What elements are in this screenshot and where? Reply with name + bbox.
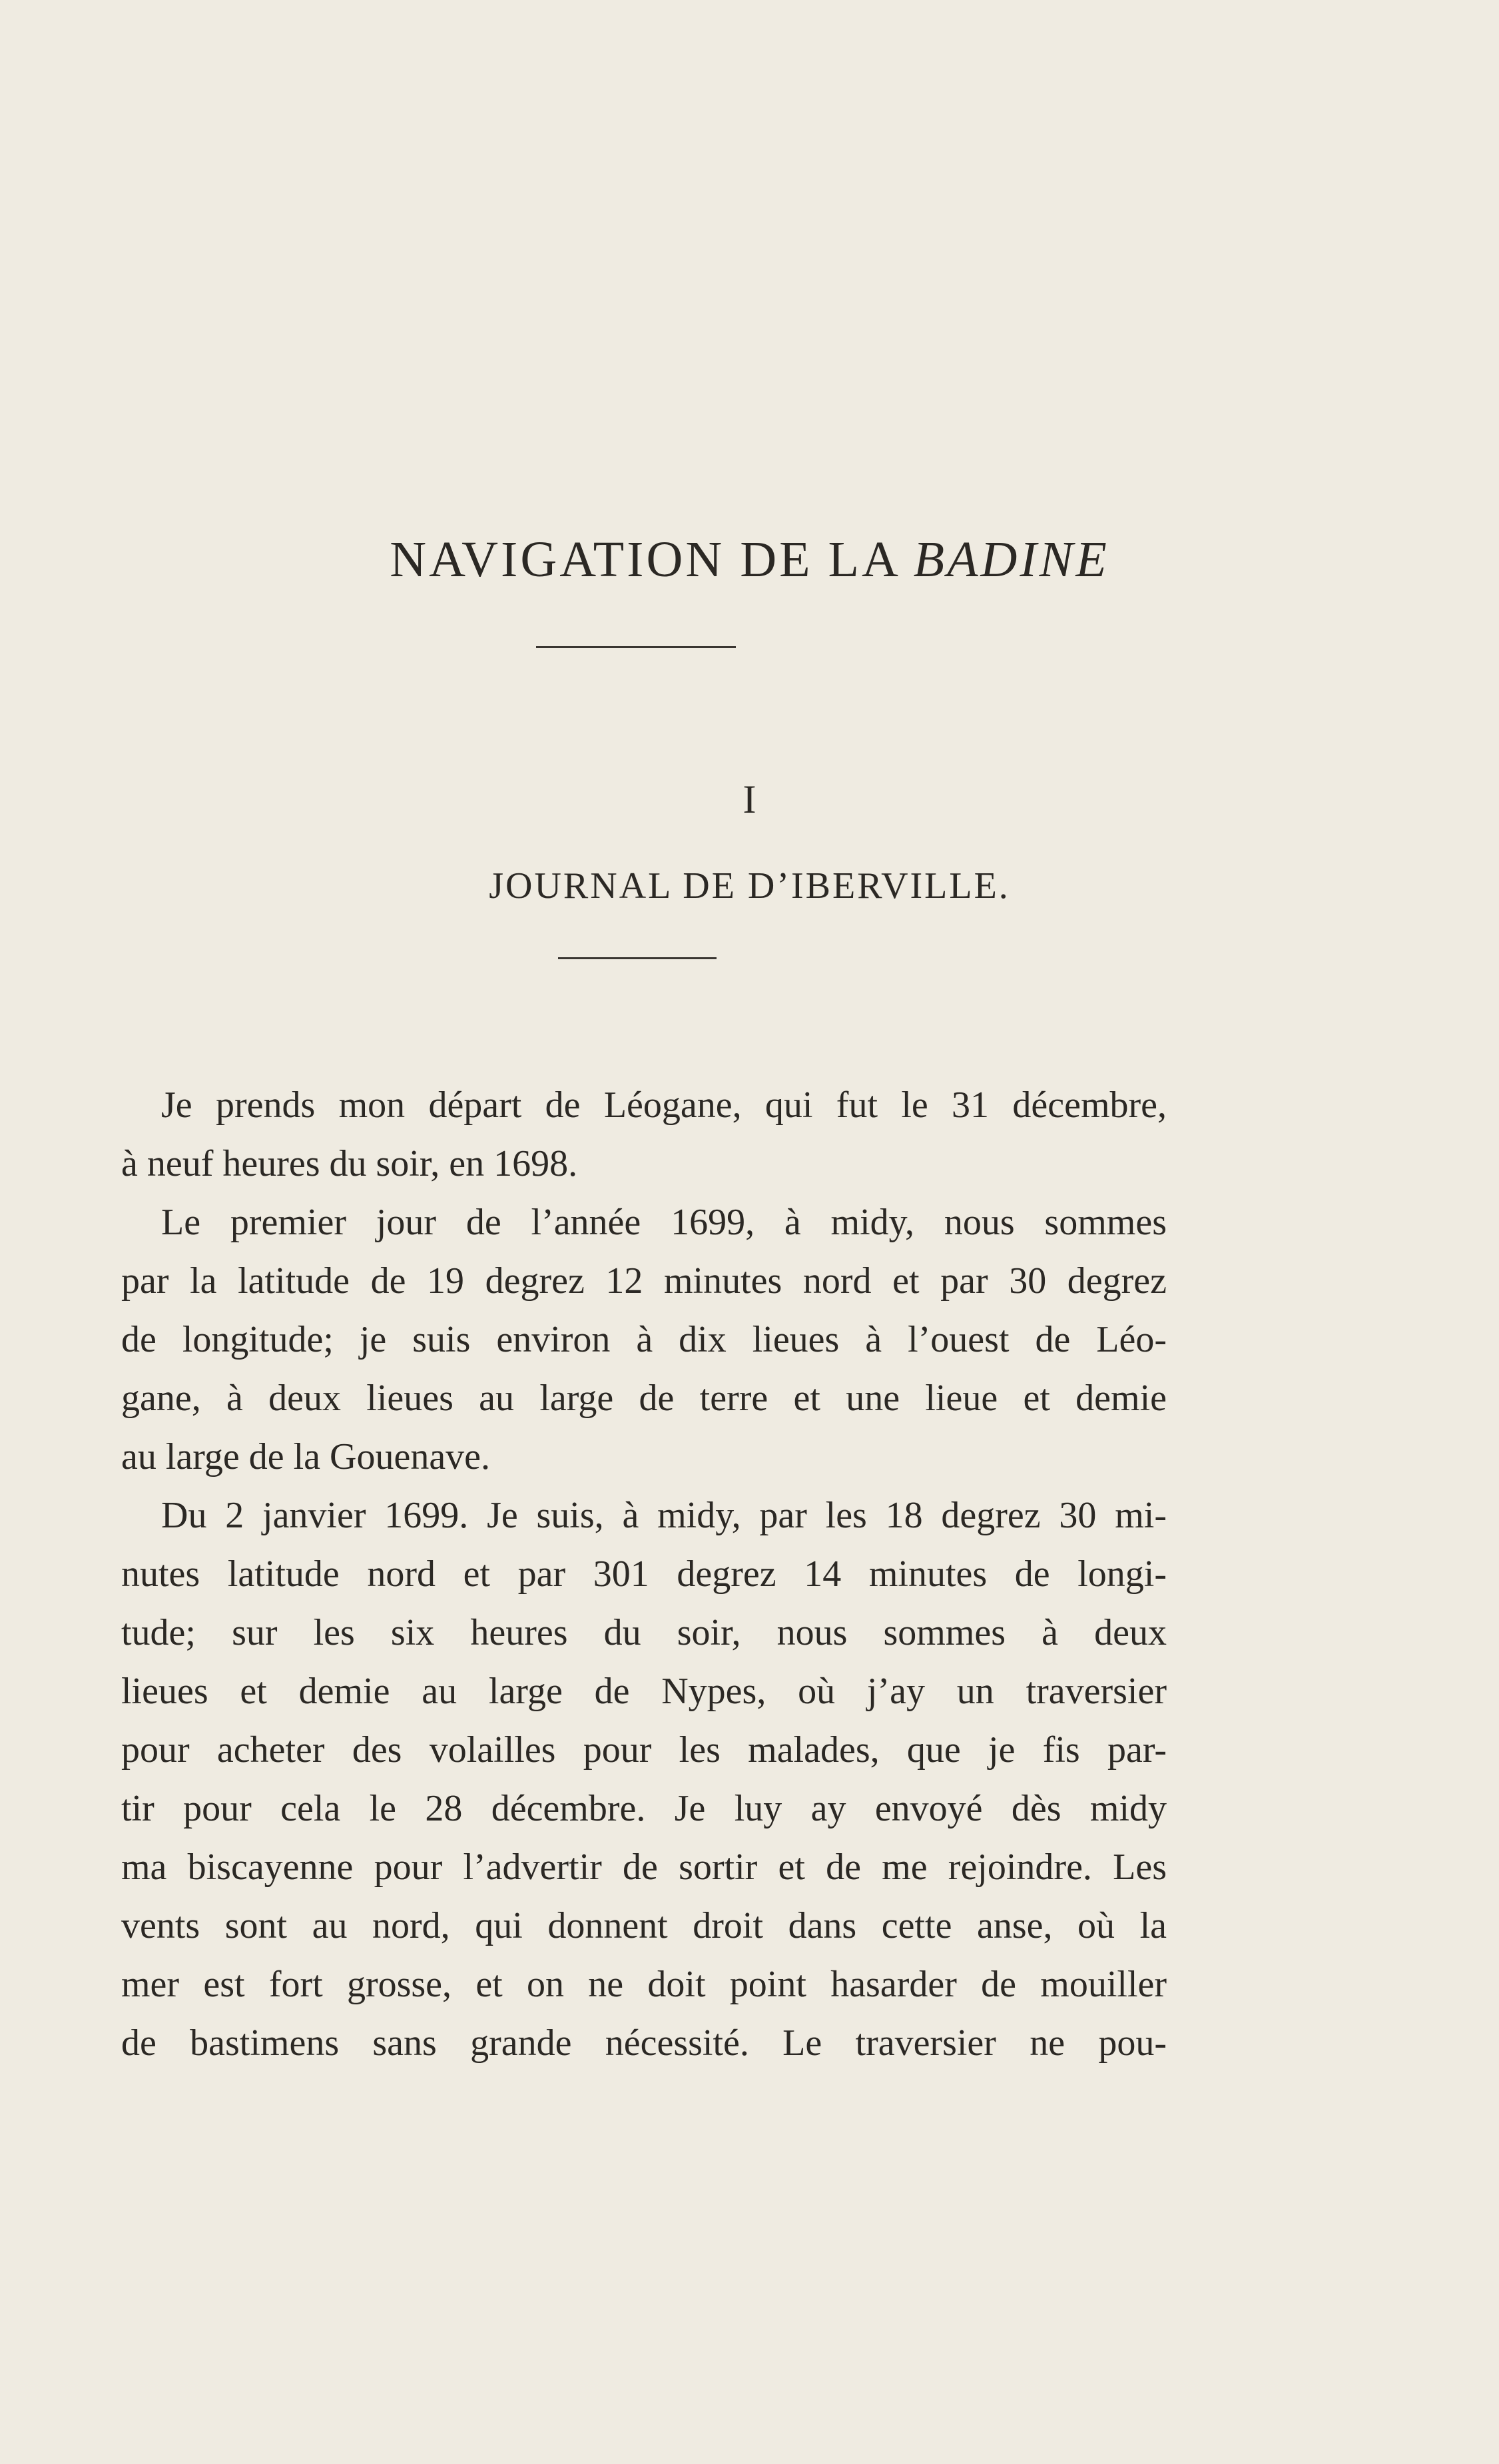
body-text <box>121 1076 1167 2072</box>
text-line: lieues et demie au large de Nypes, où j’ay un traversier <box>121 1671 1167 1712</box>
section-divider <box>558 957 717 959</box>
text-line: vents sont au nord, qui donnent droit dans cette anse, où la <box>121 1905 1167 1946</box>
text-line: ma biscayenne pour l’advertir de sortir et de me rejoindre. Les <box>121 1847 1167 1888</box>
chapter-title <box>0 526 1499 593</box>
chapter-title-text: NAVIGATION DE LA <box>390 532 898 588</box>
text-line: Du 2 janvier 1699. Je suis, à midy, par les 18 degrez 30 mi- <box>161 1495 1167 1536</box>
text-line: tir pour cela le 28 décembre. Je luy ay envoyé dès midy <box>121 1788 1167 1829</box>
text-line: gane, à deux lieues au large de terre et une lieue et demie <box>121 1378 1167 1419</box>
title-divider <box>536 646 736 648</box>
text-line: de bastimens sans grande nécessité. Le traversier ne pou- <box>121 2022 1167 2064</box>
section-title: JOURNAL DE D’IBERVILLE. <box>489 865 1010 907</box>
text-line: Le premier jour de l’année 1699, à midy, nous sommes <box>161 1202 1167 1243</box>
text-line: pour acheter des volailles pour les malades, que je fis par- <box>121 1729 1167 1771</box>
text-line: au large de la Gouenave. <box>121 1436 491 1477</box>
text-line: de longitude; je suis environ à dix lieues à l’ouest de Léo- <box>121 1319 1167 1360</box>
text-line: mer est fort grosse, et on ne doit point hasarder de mouiller <box>121 1964 1167 2005</box>
text-line: tude; sur les six heures du soir, nous sommes à deux <box>121 1612 1167 1653</box>
text-line: Je prends mon départ de Léogane, qui fut le 31 décembre, <box>161 1084 1167 1126</box>
text-line: à neuf heures du soir, en 1698. <box>121 1143 578 1184</box>
chapter-title-ship-name: BADINE <box>913 532 1109 588</box>
text-line: par la latitude de 19 degrez 12 minutes nord et par 30 degrez <box>121 1260 1167 1302</box>
text-line: nutes latitude nord et par 301 degrez 14 minutes de longi- <box>121 1553 1167 1595</box>
section-number: I <box>743 777 756 821</box>
